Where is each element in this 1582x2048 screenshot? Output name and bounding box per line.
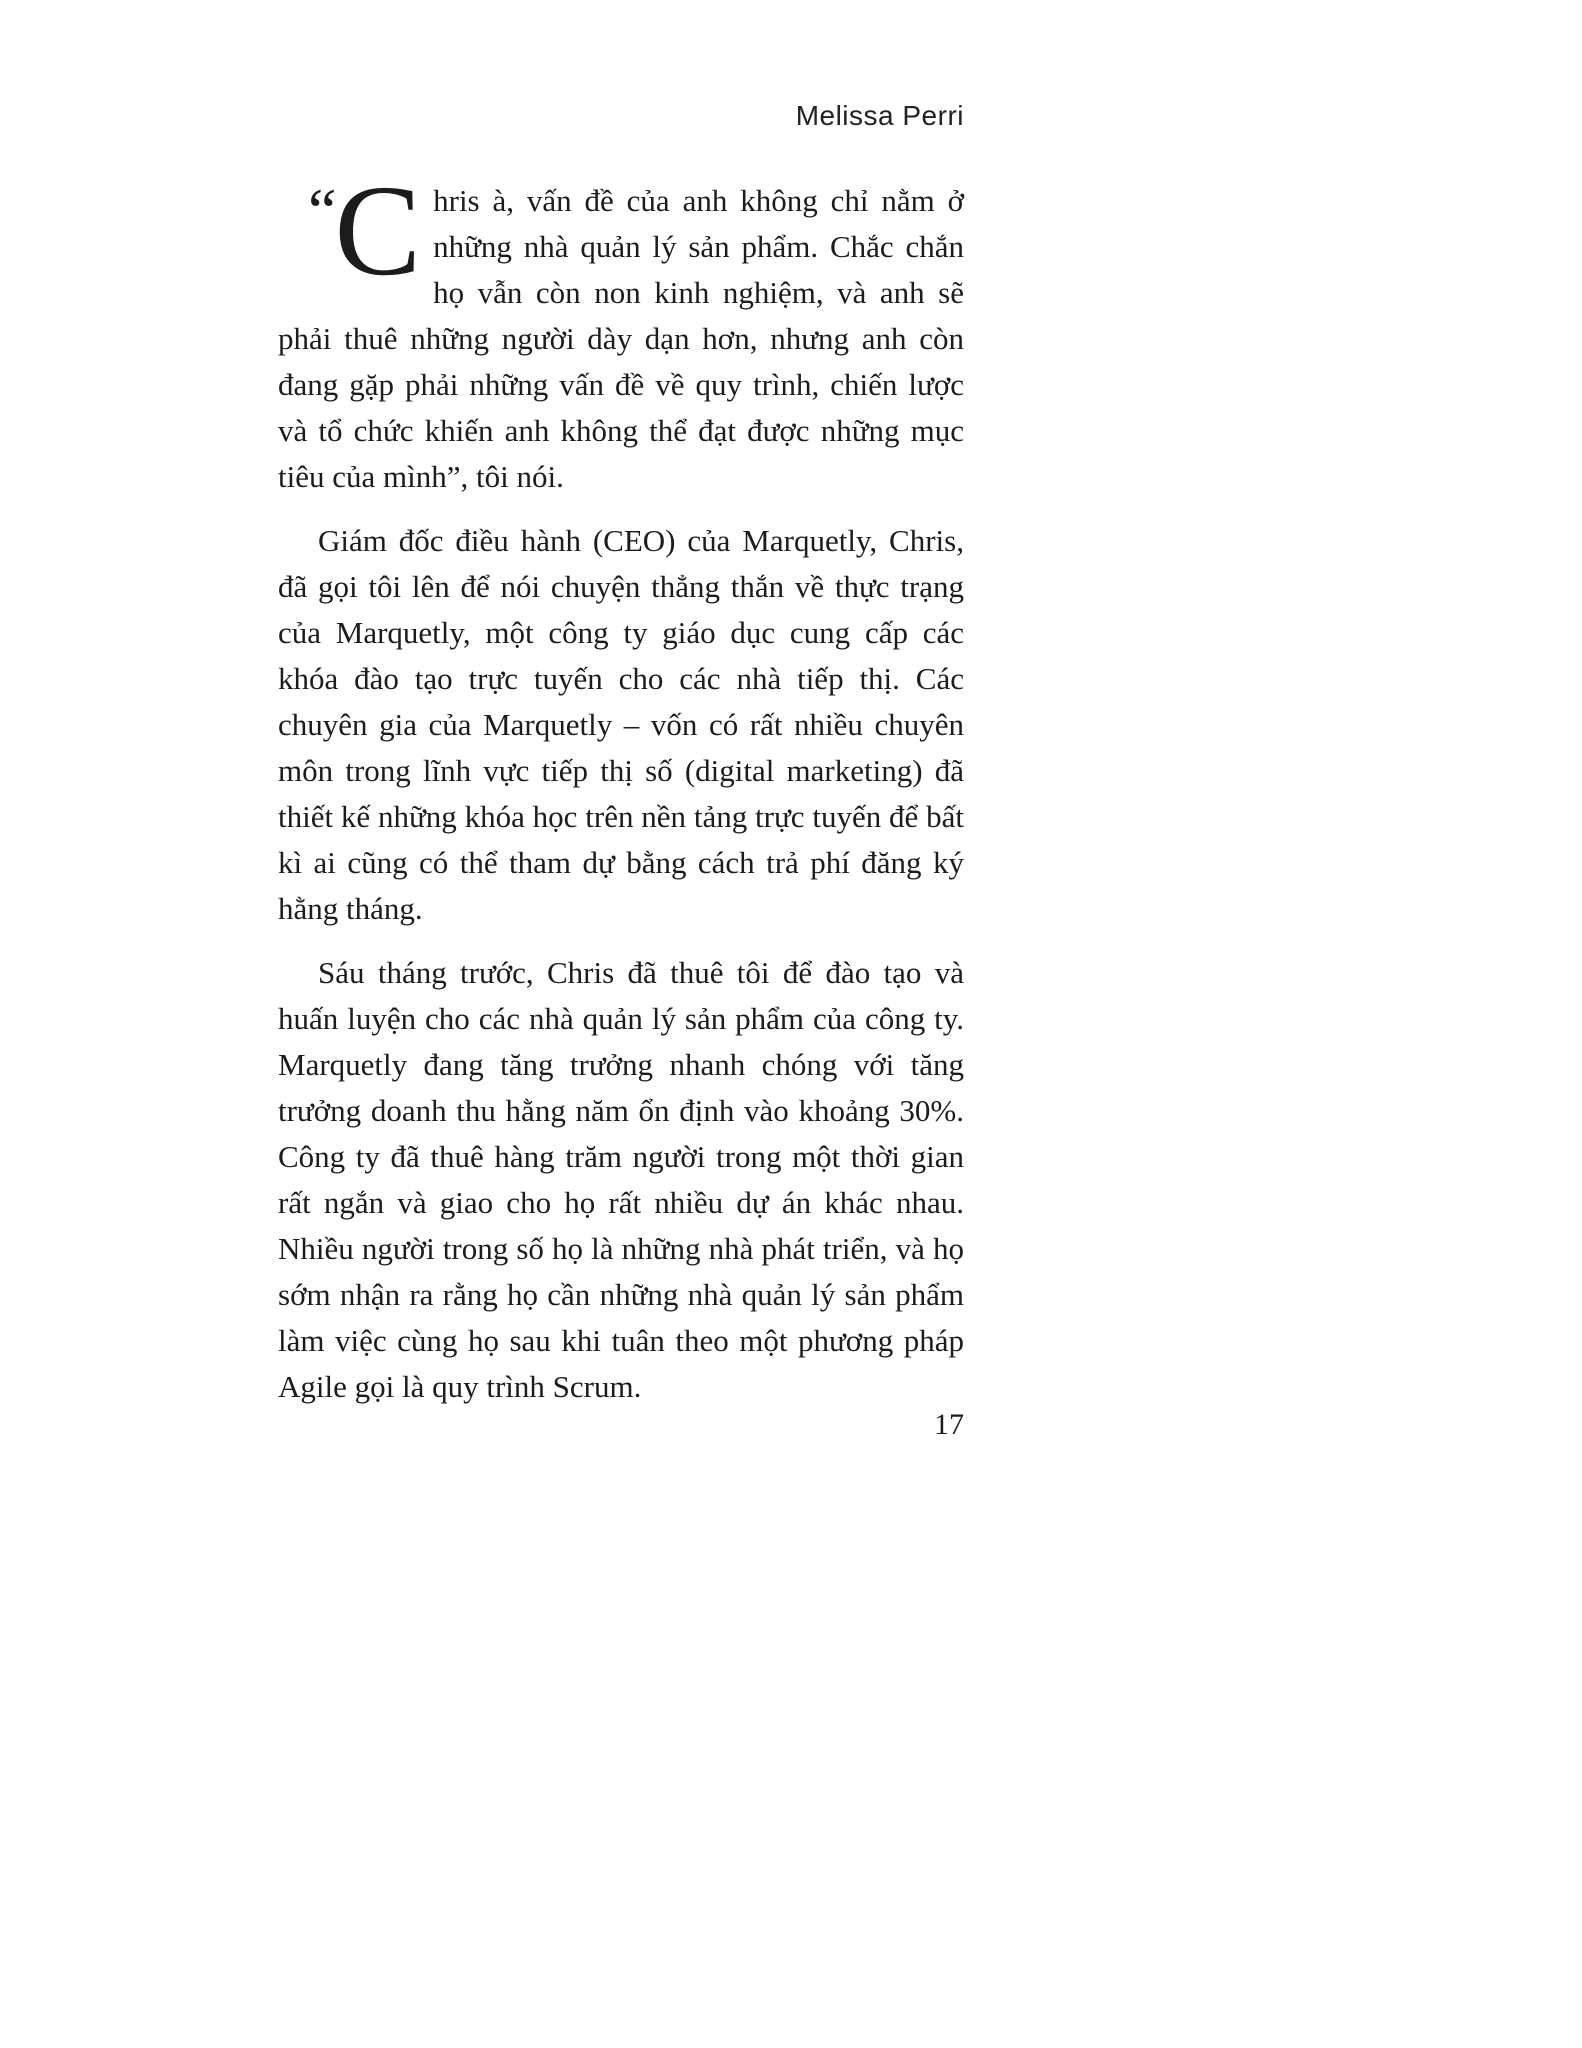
paragraph-1-text: hris à, vấn đề của anh không chỉ nằm ở những nhà quản lý sản phẩm. Chắc chắn họ vẫn còn non kinh nghiệm, và anh sẽ phải thuê những người dày dạn hơn, nhưng anh còn đang gặp phải những vấn đề về quy trình, chiến lược và tổ chức khiến anh không thể đạt được những mục tiêu của mình”, tôi nói.: [278, 183, 964, 494]
drop-cap-letter: C: [334, 159, 422, 303]
running-head-author: Melissa Perri: [795, 100, 964, 131]
drop-cap-block: [308, 159, 422, 303]
page-number: 17: [934, 1408, 964, 1441]
text-column: [278, 100, 964, 1428]
paragraph-2: Giám đốc điều hành (CEO) của Marquetly, Chris, đã gọi tôi lên để nói chuyện thẳng thắn về thực trạng của Marquetly, một công ty giáo dục cung cấp các khóa đào tạo trực tuyến cho các nhà tiếp thị. Các chuyên gia của Marquetly – vốn có rất nhiều chuyên môn trong lĩnh vực tiếp thị số (digital marketing) đã thiết kế những khóa học trên nền tảng trực tuyến để bất kì ai cũng có thể tham dự bằng cách trả phí đăng ký hằng tháng.: [278, 523, 964, 926]
opening-quote-mark: “: [308, 175, 333, 246]
paragraph-3: Sáu tháng trước, Chris đã thuê tôi để đào tạo và huấn luyện cho các nhà quản lý sản phẩm của công ty. Marquetly đang tăng trưởng nhanh chóng với tăng trưởng doanh thu hằng năm ổn định vào khoảng 30%. Công ty đã thuê hàng trăm người trong một thời gian rất ngắn và giao cho họ rất nhiều dự án khác nhau. Nhiều người trong số họ là những nhà phát triển, và họ sớm nhận ra rằng họ cần những nhà quản lý sản phẩm làm việc cùng họ sau khi tuân theo một phương pháp Agile gọi là quy trình Scrum.: [278, 955, 964, 1404]
paragraph-opening-quote: [278, 159, 964, 500]
